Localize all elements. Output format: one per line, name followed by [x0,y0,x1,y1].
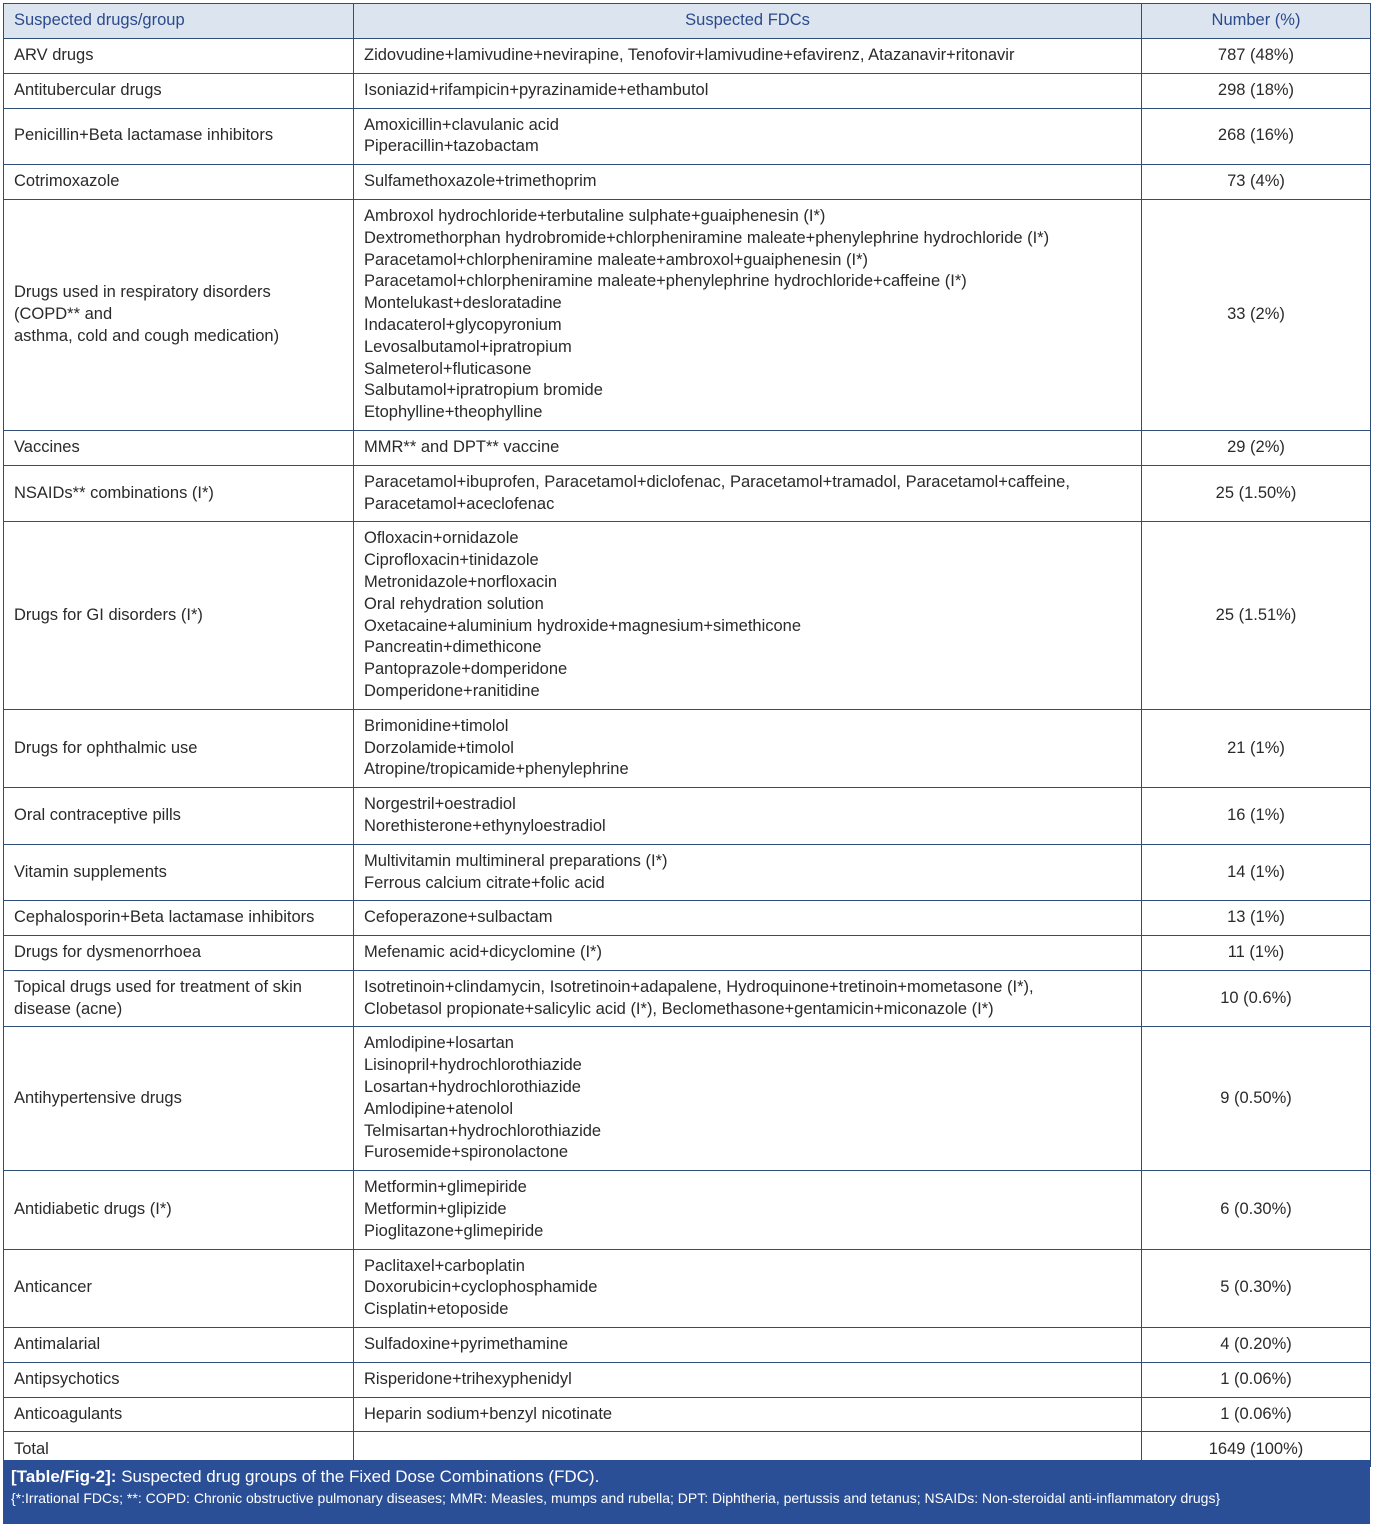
fdc-item: Indacaterol+glycopyronium [364,315,562,334]
fdc-item: Paracetamol+chlorpheniramine maleate+ambroxol+guaiphenesin (I*) [364,250,868,269]
fdc-item: Etophylline+theophylline [364,403,543,422]
fdc-item: Amlodipine+losartan [364,1034,514,1053]
cell-number: 1 (0.06%) [1142,1362,1371,1397]
fdc-table [3,3,1371,1467]
drug-group-line: Topical drugs used for treatment of skin [14,977,302,996]
caption-title-line [11,1466,1362,1488]
fdc-item: Oral rehydration solution [364,594,544,613]
column-header-group: Suspected drugs/group [4,4,354,39]
fdc-item: Ambroxol hydrochloride+terbutaline sulphate+guaiphenesin (I*) [364,206,826,225]
table-row [4,39,1371,74]
cell-fdcs [354,39,1142,74]
table-header-row [4,4,1371,39]
cell-number: 11 (1%) [1142,936,1371,971]
fdc-item: Zidovudine+lamivudine+nevirapine, Tenofovir+lamivudine+efavirenz, Atazanavir+ritonavir [364,46,1015,64]
cell-drug-group: Total [4,1432,354,1467]
fdc-item: Heparin sodium+benzyl nicotinate [364,1404,613,1423]
fdc-item: Telmisartan+hydrochlorothiazide [364,1121,602,1140]
cell-drug-group: Drugs for dysmenorrhoea [4,936,354,971]
table-row [4,788,1371,845]
cell-fdcs [354,1397,1142,1432]
cell-number: 298 (18%) [1142,73,1371,108]
cell-drug-group: Vaccines [4,430,354,465]
cell-fdcs [354,430,1142,465]
cell-number: 787 (48%) [1142,39,1371,74]
fdc-item: Risperidone+trihexyphenidyl [364,1369,572,1388]
cell-fdcs [354,522,1142,709]
table-row [4,1362,1371,1397]
cell-number: 21 (1%) [1142,709,1371,787]
fdc-item: Pantoprazole+domperidone [364,660,568,679]
fdc-item: Multivitamin multimineral preparations (I*) [364,851,668,870]
cell-number: 25 (1.51%) [1142,522,1371,709]
fdc-item: Norgestril+oestradiol [364,795,516,814]
caption-footnote: {*:Irrational FDCs; **: COPD: Chronic obstructive pulmonary diseases; MMR: Measles, mumps and rubella; DPT: Diphtheria, pertussis and tetanus; NSAIDs: Non-steroidal anti-inflammatory drugs} [11,1490,1221,1506]
cell-fdcs [354,936,1142,971]
cell-drug-group: Penicillin+Beta lactamase inhibitors [4,108,354,165]
fdc-item: Piperacillin+tazobactam [364,137,539,156]
cell-fdcs [354,465,1142,522]
cell-drug-group: Antidiabetic drugs (I*) [4,1171,354,1249]
table-row [4,73,1371,108]
fdc-item: Paracetamol+aceclofenac [364,494,555,513]
cell-number: 14 (1%) [1142,844,1371,901]
fdc-item: Amlodipine+atenolol [364,1099,514,1118]
fdc-item: Paclitaxel+carboplatin [364,1256,525,1275]
fdc-item: Sulfadoxine+pyrimethamine [364,1335,569,1354]
drug-group-line: (COPD** and [14,305,113,324]
cell-drug-group: Cephalosporin+Beta lactamase inhibitors [4,901,354,936]
cell-fdcs [354,901,1142,936]
fdc-item: Oxetacaine+aluminium hydroxide+magnesium+simethicone [364,616,802,635]
fdc-item: MMR** and DPT** vaccine [364,437,560,456]
fdc-item: Salmeterol+fluticasone [364,359,532,378]
table-row [4,522,1371,709]
fdc-item: Clobetasol propionate+salicylic acid (I*), Beclomethasone+gentamicin+miconazole (I*) [364,999,994,1018]
caption-label: [Table/Fig-2]: [11,1467,117,1486]
fdc-item: Domperidone+ranitidine [364,681,540,700]
cell-number: 268 (16%) [1142,108,1371,165]
table-row [4,709,1371,787]
fdc-item: Montelukast+desloratadine [364,294,562,313]
fdc-item: Furosemide+spironolactone [364,1143,569,1162]
cell-fdcs [354,709,1142,787]
cell-number: 1649 (100%) [1142,1432,1371,1467]
cell-drug-group: Vitamin supplements [4,844,354,901]
fdc-item: Lisinopril+hydrochlorothiazide [364,1056,582,1075]
table-caption [3,1460,1370,1524]
cell-fdcs [354,1027,1142,1171]
table-body [4,39,1371,1467]
cell-number: 1 (0.06%) [1142,1397,1371,1432]
fdc-item: Cefoperazone+sulbactam [364,908,553,927]
cell-drug-group: Drugs for GI disorders (I*) [4,522,354,709]
drug-group-line: asthma, cold and cough medication) [14,326,280,345]
table-row [4,901,1371,936]
table-row [4,430,1371,465]
fdc-item: Brimonidine+timolol [364,716,509,735]
drug-group-line: Drugs used in respiratory disorders [14,283,271,302]
cell-drug-group: Antipsychotics [4,1362,354,1397]
table-row [4,465,1371,522]
cell-fdcs [354,108,1142,165]
table-row [4,1027,1371,1171]
cell-fdcs [354,73,1142,108]
cell-drug-group: Drugs for ophthalmic use [4,709,354,787]
table-row [4,1328,1371,1363]
cell-number: 25 (1.50%) [1142,465,1371,522]
fdc-item: Paracetamol+ibuprofen, Paracetamol+diclofenac, Paracetamol+tramadol, Paracetamol+caffeine, [364,472,1070,491]
cell-fdcs [354,165,1142,200]
fdc-item: Doxorubicin+cyclophosphamide [364,1278,598,1297]
cell-fdcs [354,199,1142,430]
fdc-item: Ferrous calcium citrate+folic acid [364,873,605,892]
column-header-fdcs: Suspected FDCs [354,4,1142,39]
cell-number: 5 (0.30%) [1142,1249,1371,1327]
cell-number: 29 (2%) [1142,430,1371,465]
cell-fdcs [354,1249,1142,1327]
caption-title: Suspected drug groups of the Fixed Dose Combinations (FDC). [121,1467,600,1486]
fdc-item: Metformin+glipizide [364,1200,507,1219]
cell-drug-group: Anticancer [4,1249,354,1327]
fdc-item: Paracetamol+chlorpheniramine maleate+phenylephrine hydrochloride+caffeine (I*) [364,272,967,291]
table-row [4,1397,1371,1432]
cell-drug-group: Oral contraceptive pills [4,788,354,845]
cell-drug-group: Cotrimoxazole [4,165,354,200]
fdc-item: Ciprofloxacin+tinidazole [364,551,539,570]
fdc-item: Cisplatin+etoposide [364,1300,509,1319]
fdc-item: Isoniazid+rifampicin+pyrazinamide+ethambutol [364,80,709,99]
cell-drug-group: Anticoagulants [4,1397,354,1432]
table-row [4,1171,1371,1249]
fdc-item: Amoxicillin+clavulanic acid [364,115,559,134]
table-row [4,936,1371,971]
fdc-item: Norethisterone+ethynyloestradiol [364,816,606,835]
column-header-number: Number (%) [1142,4,1371,39]
cell-fdcs [354,1171,1142,1249]
fdc-item: Dextromethorphan hydrobromide+chlorpheniramine maleate+phenylephrine hydrochloride (I*) [364,228,1050,247]
cell-number: 73 (4%) [1142,165,1371,200]
cell-drug-group [4,970,354,1027]
fdc-item: Metformin+glimepiride [364,1178,527,1197]
fdc-item: Atropine/tropicamide+phenylephrine [364,760,629,779]
cell-number: 16 (1%) [1142,788,1371,845]
cell-number: 9 (0.50%) [1142,1027,1371,1171]
cell-number: 33 (2%) [1142,199,1371,430]
cell-number: 4 (0.20%) [1142,1328,1371,1363]
cell-drug-group: Antitubercular drugs [4,73,354,108]
table-row [4,1249,1371,1327]
cell-number: 13 (1%) [1142,901,1371,936]
cell-fdcs [354,1328,1142,1363]
table-row [4,970,1371,1027]
cell-drug-group: Antihypertensive drugs [4,1027,354,1171]
cell-drug-group [4,199,354,430]
fdc-item: Losartan+hydrochlorothiazide [364,1078,581,1097]
fdc-item: Sulfamethoxazole+trimethoprim [364,172,597,191]
cell-fdcs [354,788,1142,845]
table-row [4,165,1371,200]
cell-fdcs [354,1362,1142,1397]
cell-fdcs [354,970,1142,1027]
cell-drug-group: Antimalarial [4,1328,354,1363]
table-row [4,844,1371,901]
cell-drug-group: NSAIDs** combinations (I*) [4,465,354,522]
fdc-item: Ofloxacin+ornidazole [364,529,519,548]
fdc-item: Levosalbutamol+ipratropium [364,337,572,356]
cell-number: 10 (0.6%) [1142,970,1371,1027]
cell-drug-group: ARV drugs [4,39,354,74]
fdc-item: Pancreatin+dimethicone [364,638,542,657]
cell-number: 6 (0.30%) [1142,1171,1371,1249]
table-row [4,108,1371,165]
drug-group-line: disease (acne) [14,999,123,1018]
fdc-item: Pioglitazone+glimepiride [364,1221,544,1240]
fdc-item: Salbutamol+ipratropium bromide [364,381,603,400]
fdc-item: Isotretinoin+clindamycin, Isotretinoin+adapalene, Hydroquinone+tretinoin+mometasone (I*), [364,977,1034,996]
fdc-item: Dorzolamide+timolol [364,738,514,757]
table-row [4,199,1371,430]
fdc-item: Mefenamic acid+dicyclomine (I*) [364,943,602,962]
cell-fdcs [354,844,1142,901]
fdc-item: Metronidazole+norfloxacin [364,572,558,591]
